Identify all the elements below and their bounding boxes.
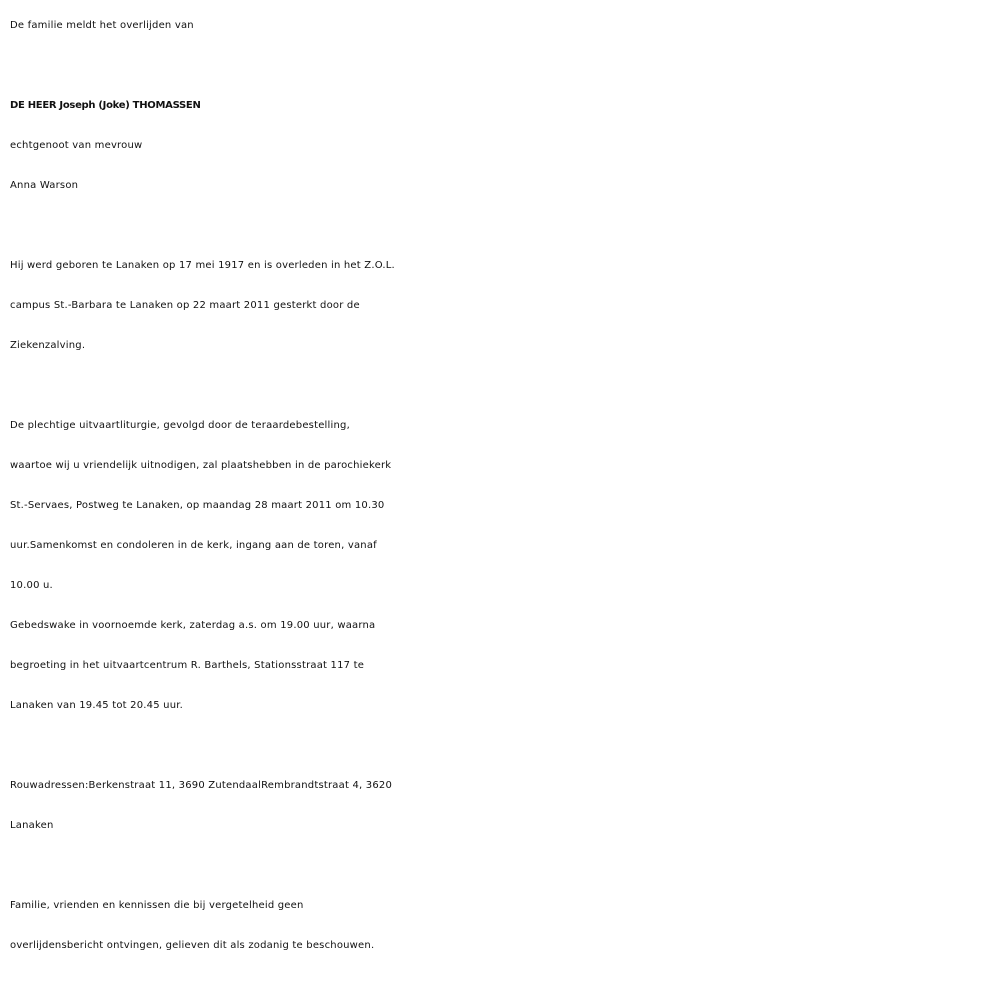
- funeral-paragraph: [10, 406, 1000, 726]
- birth-line: campus St.-Barbara te Lanaken op 22 maart 2011 gesterkt door de: [10, 300, 360, 311]
- closing-line: Familie, vrienden en kennissen die bij vergetelheid geen: [10, 900, 304, 911]
- address-paragraph: [10, 766, 1000, 846]
- funeral-line: Gebedswake in voornoemde kerk, zaterdag a.s. om 19.00 uur, waarna: [10, 620, 376, 631]
- funeral-line: begroeting in het uitvaartcentrum R. Barthels, Stationsstraat 117 te: [10, 660, 365, 671]
- address-line: Rouwadressen:Berkenstraat 11, 3690 ZutendaalRembrandtstraat 4, 3620: [10, 780, 393, 791]
- spouse-line: echtgenoot van mevrouw: [10, 140, 143, 151]
- funeral-line: De plechtige uitvaartliturgie, gevolgd door de teraardebestelling,: [10, 420, 350, 431]
- funeral-line: St.-Servaes, Postweg te Lanaken, op maandag 28 maart 2011 om 10.30: [10, 500, 385, 511]
- birth-paragraph: [10, 246, 1000, 366]
- funeral-line: Lanaken van 19.45 tot 20.45 uur.: [10, 700, 184, 711]
- address-line: Lanaken: [10, 820, 54, 831]
- spouse-paragraph: [10, 126, 1000, 206]
- closing-line: overlijdensbericht ontvingen, gelieven dit als zodanig te beschouwen.: [10, 940, 375, 951]
- intro-text: De familie meldt het overlijden van: [10, 20, 194, 31]
- spouse-line: Anna Warson: [10, 180, 79, 191]
- closing-paragraph: [10, 886, 1000, 966]
- funeral-line: 10.00 u.: [10, 580, 53, 591]
- birth-line: Hij werd geboren te Lanaken op 17 mei 1917 en is overleden in het Z.O.L.: [10, 260, 395, 271]
- funeral-line: waartoe wij u vriendelijk uitnodigen, zal plaatshebben in de parochiekerk: [10, 460, 392, 471]
- funeral-line: uur.Samenkomst en condoleren in de kerk, ingang aan de toren, vanaf: [10, 540, 377, 551]
- birth-line: Ziekenzalving.: [10, 340, 86, 351]
- deceased-name: DE HEER Joseph (Joke) THOMASSEN: [10, 100, 201, 111]
